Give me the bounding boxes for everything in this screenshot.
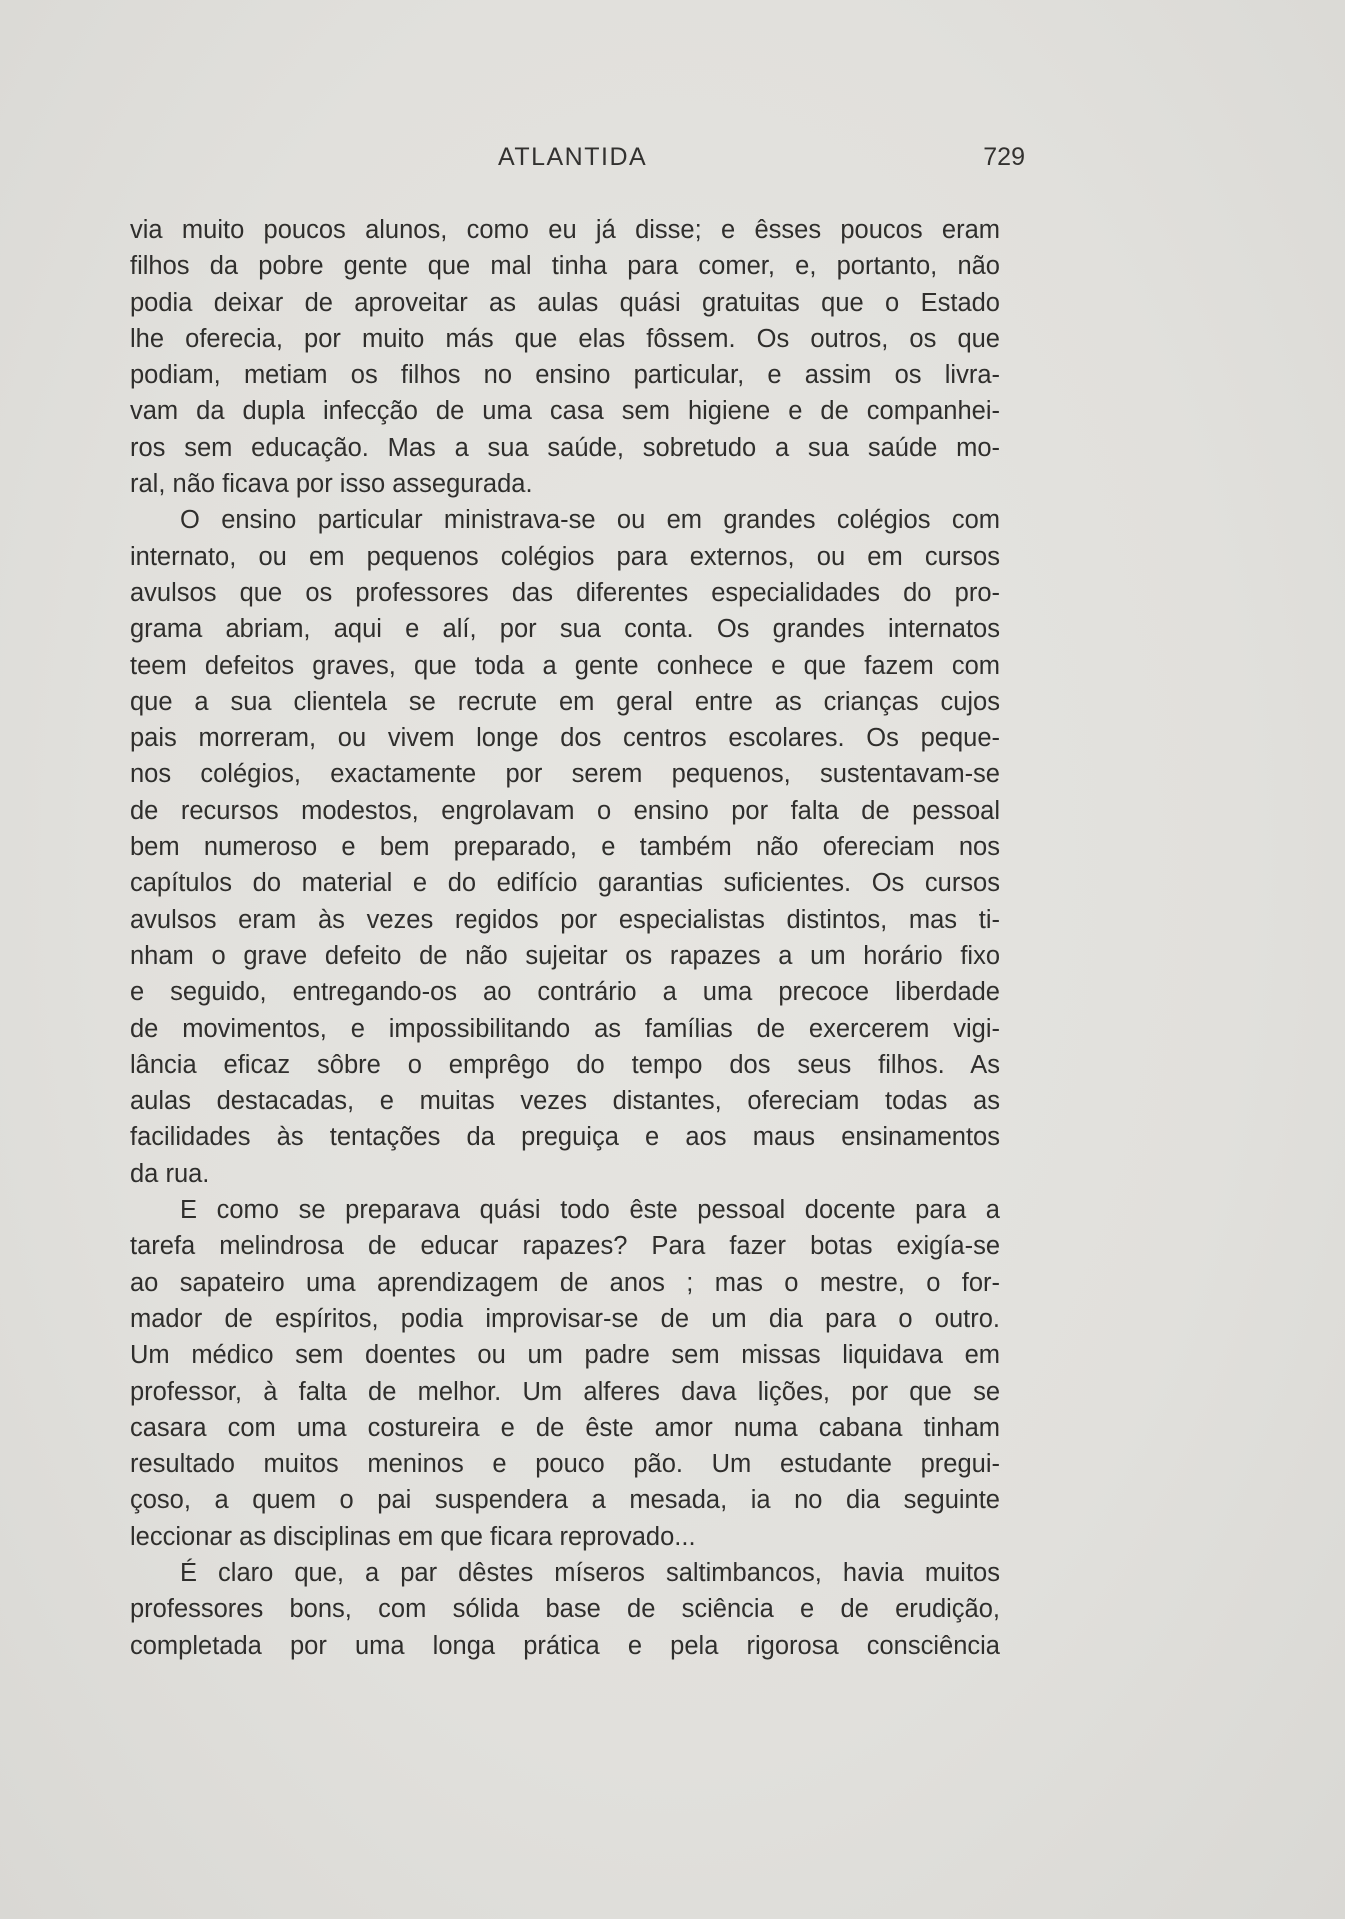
text-line: de recursos modestos, engrolavam o ensino por falta de pessoal bbox=[130, 796, 1000, 825]
text-line: bem numeroso e bem preparado, e também não ofereciam nos bbox=[130, 833, 1000, 862]
text-line: avulsos que os professores das diferentes especialidades do pro- bbox=[130, 578, 1000, 607]
text-line: podia deixar de aproveitar as aulas quási gratuitas que o Estado bbox=[130, 288, 1000, 317]
text-line: ros sem educação. Mas a sua saúde, sobretudo a sua saúde mo- bbox=[130, 433, 1000, 462]
page-number: 729 bbox=[983, 143, 1025, 171]
text-line: da rua. bbox=[130, 1159, 210, 1188]
text-line: podiam, metiam os filhos no ensino particular, e assim os livra- bbox=[130, 361, 1000, 390]
text-line: internato, ou em pequenos colégios para externos, ou em cursos bbox=[130, 542, 1000, 571]
text-line: lância eficaz sôbre o emprêgo do tempo dos seus filhos. As bbox=[130, 1050, 1000, 1079]
text-line: nham o grave defeito de não sujeitar os rapazes a um horário fixo bbox=[130, 941, 1000, 970]
text-line: filhos da pobre gente que mal tinha para comer, e, portanto, não bbox=[130, 252, 1000, 281]
text-line: via muito poucos alunos, como eu já disse; e êsses poucos eram bbox=[130, 216, 1000, 244]
text-line: grama abriam, aqui e alí, por sua conta. Os grandes internatos bbox=[130, 615, 1000, 644]
text-line: e seguido, entregando-os ao contrário a uma precoce liberdade bbox=[130, 978, 1000, 1007]
text-line: aulas destacadas, e muitas vezes distantes, ofereciam todas as bbox=[130, 1087, 1000, 1116]
text-line: pais morreram, ou vivem longe dos centros escolares. Os peque- bbox=[130, 724, 1000, 753]
text-line: leccionar as disciplinas em que ficara reprovado... bbox=[130, 1522, 696, 1551]
text-line: facilidades às tentações da preguiça e aos maus ensinamentos bbox=[130, 1123, 1000, 1152]
text-line: E como se preparava quási todo êste pessoal docente para a bbox=[180, 1196, 1000, 1225]
text-line: ao sapateiro uma aprendizagem de anos ; mas o mestre, o for- bbox=[130, 1268, 1000, 1297]
text-line: nos colégios, exactamente por serem pequenos, sustentavam-se bbox=[130, 760, 1000, 789]
text-line: vam da dupla infecção de uma casa sem higiene e de companhei- bbox=[130, 397, 1000, 426]
text-line: Um médico sem doentes ou um padre sem missas liquidava em bbox=[130, 1341, 1000, 1370]
text-line: professor, à falta de melhor. Um alferes dava lições, por que se bbox=[130, 1377, 1000, 1406]
text-line: completada por uma longa prática e pela rigorosa consciência bbox=[130, 1631, 1000, 1660]
text-line: mador de espíritos, podia improvisar-se de um dia para o outro. bbox=[130, 1304, 1000, 1333]
text-line: resultado muitos meninos e pouco pão. Um estudante pregui- bbox=[130, 1450, 1000, 1479]
text-line: O ensino particular ministrava-se ou em grandes colégios com bbox=[180, 506, 1000, 535]
text-line: que a sua clientela se recrute em geral entre as crianças cujos bbox=[130, 687, 1000, 716]
body-text bbox=[130, 212, 1000, 1664]
text-line: casara com uma costureira e de êste amor numa cabana tinham bbox=[130, 1413, 1000, 1442]
text-line: professores bons, com sólida base de sciência e de erudição, bbox=[130, 1595, 1000, 1624]
text-line: lhe oferecia, por muito más que elas fôssem. Os outros, os que bbox=[130, 324, 1000, 353]
running-title: ATLANTIDA bbox=[498, 143, 648, 171]
text-line: avulsos eram às vezes regidos por especialistas distintos, mas ti- bbox=[130, 905, 1000, 934]
text-line: teem defeitos graves, que toda a gente conhece e que fazem com bbox=[130, 651, 1000, 680]
text-line: ral, não ficava por isso assegurada. bbox=[130, 470, 533, 499]
page-header bbox=[130, 143, 1025, 177]
text-line: tarefa melindrosa de educar rapazes? Para fazer botas exigía-se bbox=[130, 1232, 1000, 1261]
text-line: de movimentos, e impossibilitando as famílias de exercerem vigi- bbox=[130, 1014, 1000, 1043]
text-line: É claro que, a par dêstes míseros saltimbancos, havia muitos bbox=[180, 1558, 1000, 1587]
text-line: çoso, a quem o pai suspendera a mesada, ia no dia seguinte bbox=[130, 1486, 1000, 1515]
text-line: capítulos do material e do edifício garantias suficientes. Os cursos bbox=[130, 869, 1000, 898]
